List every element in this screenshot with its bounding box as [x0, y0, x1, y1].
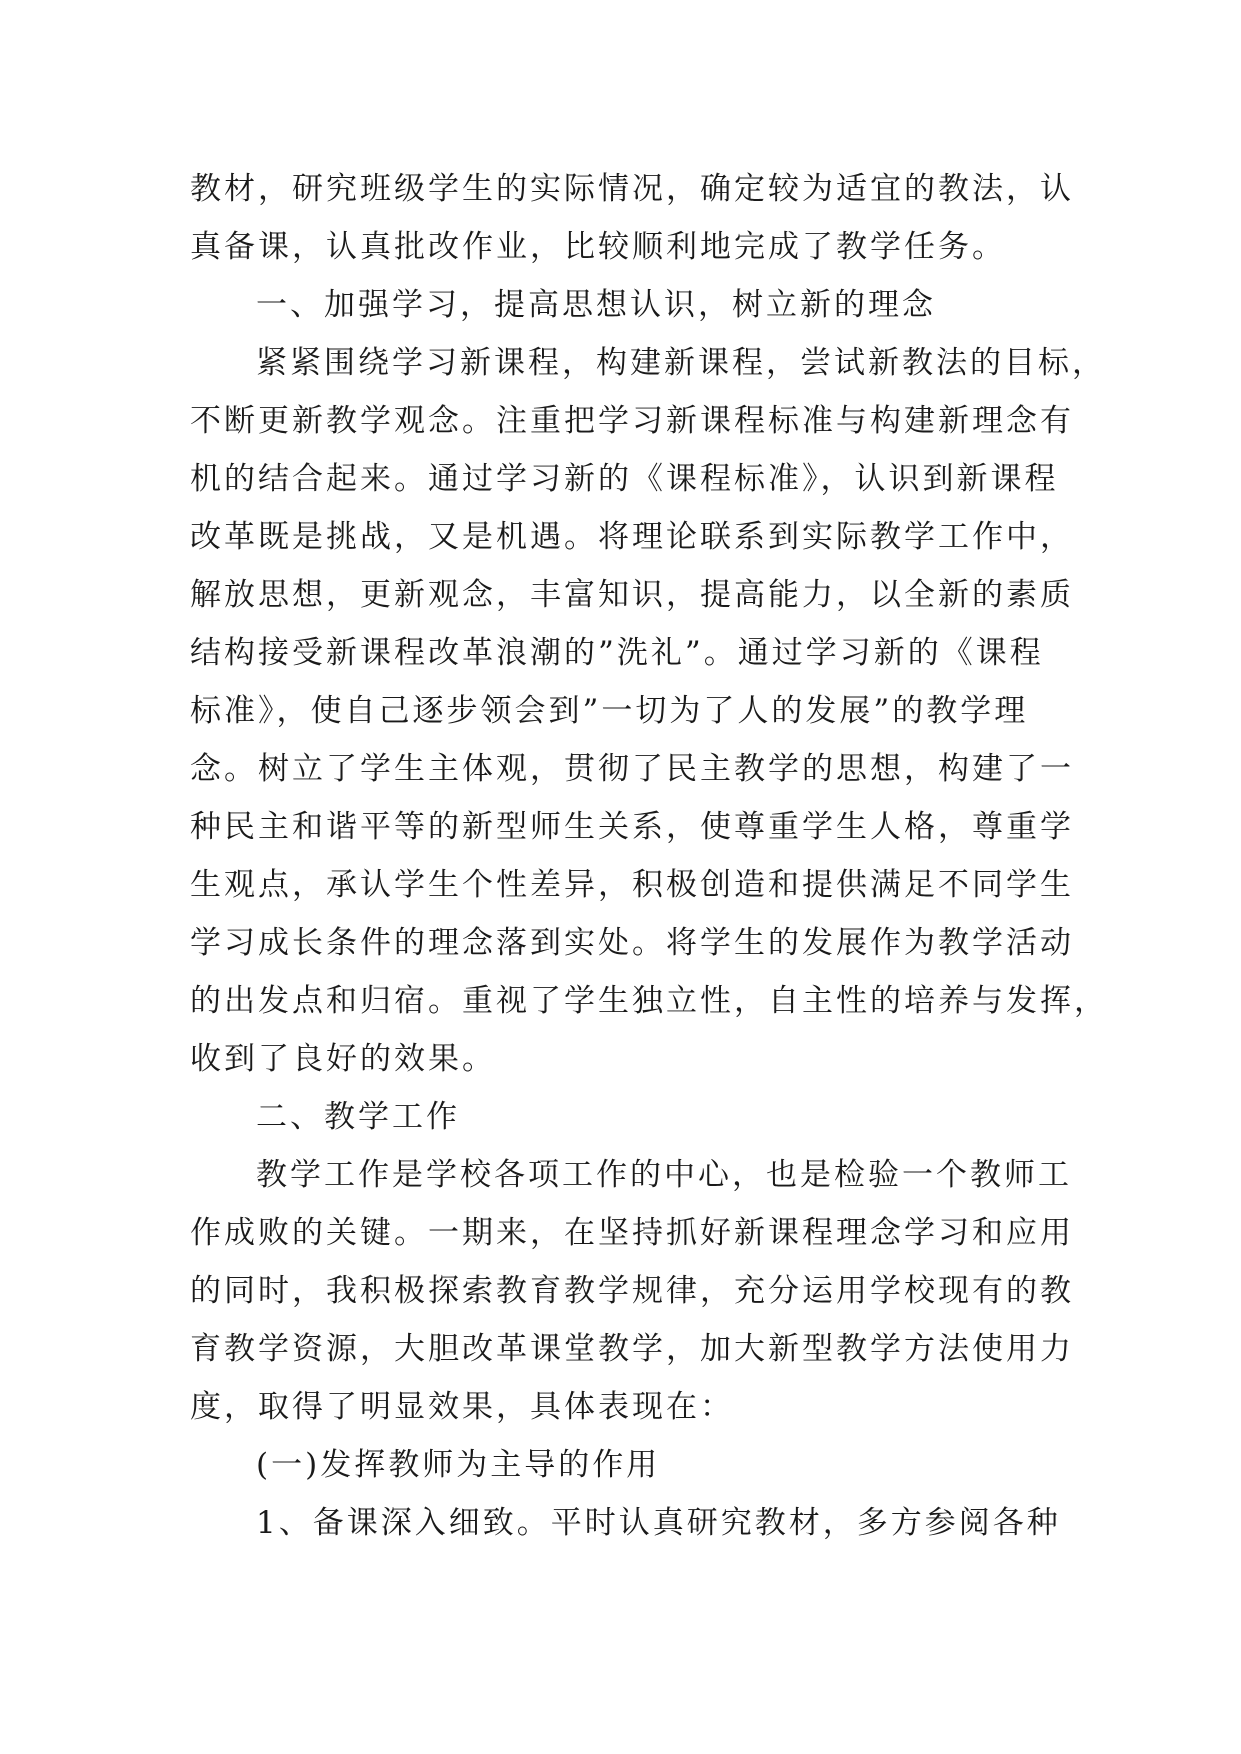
text-line: 标准》，使自己逐步领会到”一切为了人的发展”的教学理	[190, 693, 1029, 729]
text-line: 度，取得了明显效果，具体表现在：	[190, 1389, 734, 1425]
text-line: 收到了良好的效果。	[190, 1041, 496, 1077]
text-line: 教学工作是学校各项工作的中心，也是检验一个教师工	[256, 1157, 1072, 1193]
text-line: 不断更新教学观念。注重把学习新课程标准与构建新理念有	[190, 403, 1074, 439]
text-line: 解放思想，更新观念，丰富知识，提高能力，以全新的素质	[190, 577, 1074, 613]
text-line: 结构接受新课程改革浪潮的”洗礼”。通过学习新的《课程	[190, 635, 1044, 671]
text-line: 育教学资源，大胆改革课堂教学，加大新型教学方法使用力	[190, 1331, 1074, 1367]
text-line: 学习成长条件的理念落到实处。将学生的发展作为教学活动	[190, 925, 1074, 961]
subsection-heading: (一)发挥教师为主导的作用	[256, 1447, 661, 1483]
document-body	[190, 160, 1108, 1552]
text-line: 真备课，认真批改作业，比较顺利地完成了教学任务。	[190, 229, 1006, 265]
text-line: 教材，研究班级学生的实际情况，确定较为适宜的教法，认	[190, 171, 1074, 207]
text-line: 种民主和谐平等的新型师生关系，使尊重学生人格，尊重学	[190, 809, 1074, 845]
section-heading: 二、教学工作	[256, 1099, 460, 1135]
text-line: 生观点，承认学生个性差异，积极创造和提供满足不同学生	[190, 867, 1074, 903]
text-line: 念。树立了学生主体观，贯彻了民主教学的思想，构建了一	[190, 751, 1074, 787]
text-line: 改革既是挑战，又是机遇。将理论联系到实际教学工作中，	[190, 519, 1074, 555]
text-line: 的出发点和归宿。重视了学生独立性，自主性的培养与发挥，	[190, 983, 1108, 1019]
text-line: 1、备课深入细致。平时认真研究教材，多方参阅各种	[256, 1505, 1061, 1541]
section-heading: 一、加强学习，提高思想认识，树立新的理念	[256, 287, 936, 323]
text-line: 的同时，我积极探索教育教学规律，充分运用学校现有的教	[190, 1273, 1074, 1309]
text-line: 机的结合起来。通过学习新的《课程标准》，认识到新课程	[190, 461, 1059, 497]
text-line: 作成败的关键。一期来，在坚持抓好新课程理念学习和应用	[190, 1215, 1074, 1251]
text-line: 紧紧围绕学习新课程，构建新课程，尝试新教法的目标，	[256, 345, 1106, 381]
